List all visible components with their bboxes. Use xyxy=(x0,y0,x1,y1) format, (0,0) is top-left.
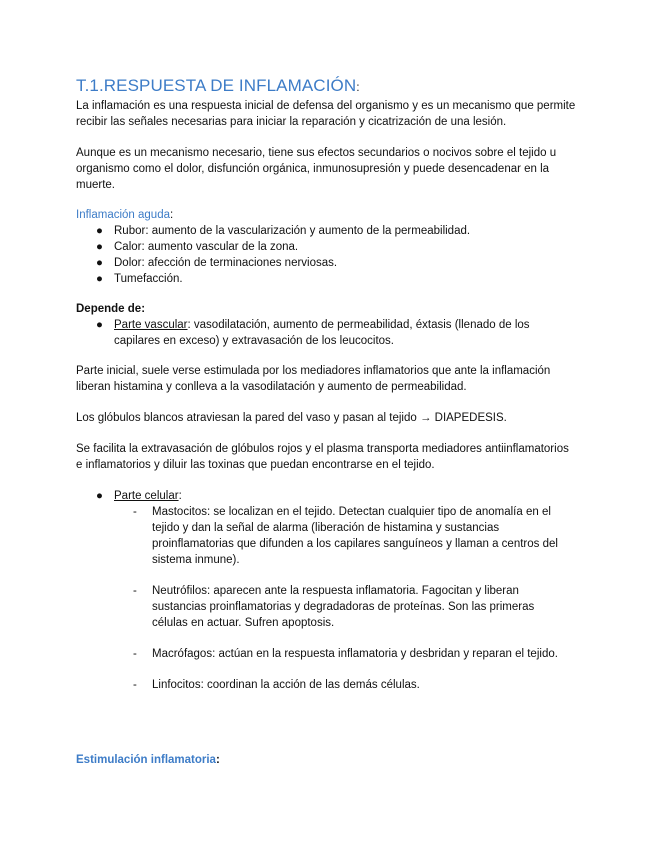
list-item xyxy=(96,488,566,504)
bullet-icon: ● xyxy=(96,273,103,285)
list-item xyxy=(133,646,573,662)
list-item-text: Calor: aumento vascular de la zona. xyxy=(114,241,299,253)
bullet-icon: ● xyxy=(96,225,103,237)
intro-paragraph-2: Aunque es un mecanismo necesario, tiene sus efectos secundarios o nocivos sobre el tejido u organismo como el dolor, disfunción orgánica, inmunosupresión y puede desencadenar en la muerte. xyxy=(76,147,557,191)
list-item xyxy=(96,223,566,239)
paragraph-4: Los glóbulos blancos atraviesan la pared del vaso y pasan al tejido → DIAPEDESIS. xyxy=(76,412,507,424)
list-item xyxy=(96,239,566,255)
list-item-text: Dolor: afección de terminaciones nerviosas. xyxy=(114,257,338,269)
paragraph-3: Parte inicial, suele verse estimulada por los mediadores inflamatorios que ante la inflamación liberan histamina y conlleva a la vasodilatación y aumento de permeabilidad. xyxy=(76,365,551,393)
list-item xyxy=(133,583,573,631)
intro-paragraph-1: La inflamación es una respuesta inicial de defensa del organismo y es un mecanismo que permite recibir las señales necesarias para iniciar la reparación y cicatrización de una lesión. xyxy=(76,100,576,128)
bullet-icon: ● xyxy=(96,257,103,269)
estimulacion-heading xyxy=(76,752,576,768)
dash-icon: - xyxy=(133,648,137,660)
celular-label: Parte celular xyxy=(114,490,179,502)
dash-icon: - xyxy=(133,585,137,597)
list-item xyxy=(133,677,573,693)
vascular-label: Parte vascular xyxy=(114,319,188,331)
aguda-heading-text: Inflamación aguda xyxy=(76,209,170,221)
list-item xyxy=(133,504,573,568)
bullet-icon: ● xyxy=(96,319,103,331)
title-text: T.1.RESPUESTA DE INFLAMACIÓN xyxy=(76,76,357,95)
depende-heading-colon: : xyxy=(141,303,146,315)
bullet-icon: ● xyxy=(96,490,103,502)
list-item-text: Macrófagos: actúan en la respuesta inflamatoria y desbridan y reparan el tejido. xyxy=(152,648,558,660)
page-title xyxy=(76,76,360,96)
list-item xyxy=(96,255,566,271)
bullet-icon: ● xyxy=(96,241,103,253)
aguda-heading xyxy=(76,207,576,223)
celular-list xyxy=(96,488,566,504)
estimulacion-heading-colon: : xyxy=(215,754,220,766)
list-item xyxy=(96,317,566,349)
list-item-text: Neutrófilos: aparecen ante la respuesta inflamatoria. Fagocitan y liberan sustancias proinflamatorias y degradadoras de proteínas. Son las primeras células en actuar. Sufren apoptosis. xyxy=(152,585,535,629)
depende-heading-text: Depende de xyxy=(76,303,142,315)
aguda-heading-colon: : xyxy=(169,209,174,221)
estimulacion-heading-text: Estimulación inflamatoria xyxy=(76,754,216,766)
list-item-text: Linfocitos: coordinan la acción de las demás células. xyxy=(152,679,420,691)
aguda-list xyxy=(96,223,566,287)
depende-heading xyxy=(76,301,576,317)
title-colon: : xyxy=(356,80,360,94)
list-item-text: Mastocitos: se localizan en el tejido. Detectan cualquier tipo de anomalía en el tejido y dan la señal de alarma (liberación de histamina y sustancias proinflamatorias que difunden a los capilares sanguíneos y llaman a centros del sistema inmune). xyxy=(152,506,558,566)
vascular-text: : vasodilatación, aumento de permeabilidad, éxtasis (llenado de los capilares en exceso) y extravasación de los leucocitos. xyxy=(114,319,530,347)
paragraph-5: Se facilita la extravasación de glóbulos rojos y el plasma transporta mediadores antiinflamatorios e inflamatorios y diluir las toxinas que puedan encontrarse en el tejido. xyxy=(76,443,569,471)
list-item-text: Tumefacción. xyxy=(114,273,183,285)
dash-icon: - xyxy=(133,506,137,518)
list-item-text: Rubor: aumento de la vascularización y aumento de la permeabilidad. xyxy=(114,225,471,237)
depende-list xyxy=(96,317,566,349)
celular-cells-list xyxy=(133,504,573,693)
celular-colon: : xyxy=(178,490,182,502)
dash-icon: - xyxy=(133,679,137,691)
list-item xyxy=(96,271,566,287)
